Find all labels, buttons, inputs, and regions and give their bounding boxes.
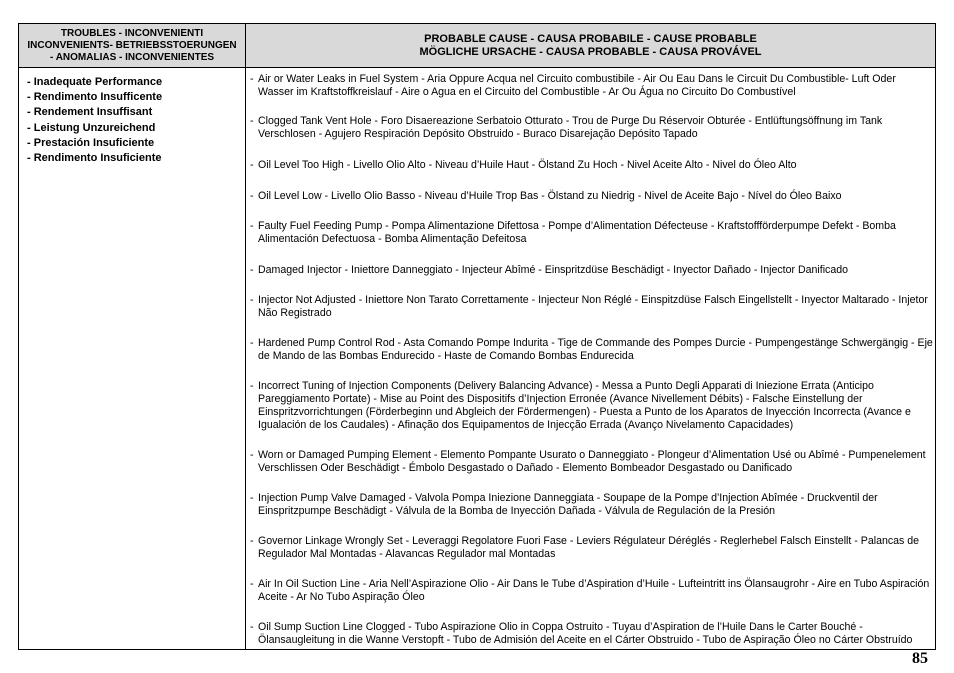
cause-item: - Oil Level Too High - Livello Olio Alto - Niveau d’Huile Haut - Ölstand Zu Hoch - Nivel Aceite Alto - Nivel do Óleo Alto [250, 159, 797, 171]
troubles-list [27, 75, 162, 166]
cause-text: Air In Oil Suction Line - Aria Nell’Aspirazione Olio - Air Dans le Tube d’Aspiration d’Huile - Lufteintritt ins Ölansaugrohr - Aire en Tubo Aspiración Aceite - Ar No Tubo Aspiração Óleo [258, 578, 930, 603]
cause-item: - Injector Not Adjusted - Iniettore Non Tarato Correttamente - Injecteur Non Réglé - Einspitzdüse Falsch Eingellstellt - Inyector Maltarado - Injetor Não Registrado [250, 294, 928, 319]
cause-text: Governor Linkage Wrongly Set - Leveraggi Regolatore Fuori Fase - Leviers Régulateur Déréglés - Reglerhebel Falsch Einstellt - Palancas de Regulador Mal Montadas - Alavancas Regulador mal Montadas [258, 535, 920, 560]
cause-item: - Air or Water Leaks in Fuel System - Aria Oppure Acqua nel Circuito combustibile - Air Ou Eau Dans le Circuit Du Combustible- Luft Oder Wasser im Kraftstoffkreislauf - Aire o Agua en el Circuito del Combustible - Ar Ou Água no Circuito Do Combustível [250, 73, 896, 98]
trouble-item: - Rendement Insuffisant [27, 105, 162, 120]
cause-item: - Governor Linkage Wrongly Set - Leveraggi Regolatore Fuori Fase - Leviers Régulateur Déréglés - Reglerhebel Falsch Einstellt - Palancas de Regulador Mal Montadas - Alavancas Regulador mal Montadas [250, 535, 920, 560]
trouble-item: - Inadequate Performance [27, 75, 162, 90]
cause-item: - Oil Sump Suction Line Clogged - Tubo Aspirazione Olio in Coppa Ostruito - Tuyau d’Aspiration de l’Huile Dans le Carter Bouché - Ölansaugleitung in die Wanne Verstopft - Tubo de Admisión del Aceite en el Cárter Obstruido - Tubo de Aspiração Óleo no Cárter Obstruído [250, 621, 913, 646]
cause-item: - Clogged Tank Vent Hole - Foro Disaereazione Serbatoio Otturato - Trou de Purge Du Réservoir Obturée - Entlüftungsöffnung im Tank Verschlosen - Agujero Respiración Depósito Obstruido - Buraco Disarejação Depósito Tapado [250, 115, 883, 140]
cause-text: Oil Level Low - Livello Olio Basso - Niveau d’Huile Trop Bas - Ölstand zu Niedrig - Nivel de Aceite Bajo - Nível do Óleo Baixo [258, 190, 842, 202]
troubles-header [19, 24, 245, 67]
cause-text: Hardened Pump Control Rod - Asta Comando Pompe Indurita - Tige de Commande des Pompes Durcie - Pumpengestänge Schwergängig - Eje de Mando de las Bombas Endurecido - Haste de Comando Bombas Endurecida [258, 337, 933, 362]
trouble-item: - Rendimento Insufficente [27, 90, 162, 105]
cause-text: Faulty Fuel Feeding Pump - Pompa Alimentazione Difettosa - Pompe d’Alimentation Défecteuse - Kraftstoffförderpumpe Defekt - Bomba Alimentación Defectuosa - Bomba Alimentação Defeitosa [258, 220, 896, 245]
cause-text: Clogged Tank Vent Hole - Foro Disaereazione Serbatoio Otturato - Trou de Purge Du Réservoir Obturée - Entlüftungsöffnung im Tank Verschlosen - Agujero Respiración Depósito Obstruido - Buraco Disarejação Depósito Tapado [258, 115, 883, 140]
cause-text: Oil Sump Suction Line Clogged - Tubo Aspirazione Olio in Coppa Ostruito - Tuyau d’Aspiration de l’Huile Dans le Carter Bouché - Ölansaugleitung in die Wanne Verstopft - Tubo de Admisión del Aceite en el Cárter Obstruido - Tubo de Aspiração Óleo no Cárter Obstruído [258, 621, 913, 646]
cause-item: - Air In Oil Suction Line - Aria Nell’Aspirazione Olio - Air Dans le Tube d’Aspiration d’Huile - Lufteintritt ins Ölansaugrohr - Aire en Tubo Aspiración Aceite - Ar No Tubo Aspiração Óleo [250, 578, 930, 603]
page-number: 85 [912, 650, 928, 667]
cause-text: Injector Not Adjusted - Iniettore Non Tarato Correttamente - Injecteur Non Réglé - Einspitzdüse Falsch Eingellstellt - Inyector Maltarado - Injetor Não Registrado [258, 294, 928, 319]
trouble-item: - Prestación Insuficiente [27, 136, 162, 151]
cause-item: - Injection Pump Valve Damaged - Valvola Pompa Iniezione Danneggiata - Soupape de la Pompe d’Injection Abîmée - Druckventil der Einspritzpumpe Beschädigt - Válvula de la Bomba de Inyección Dañada - Válvula de Regulación de la Presión [250, 492, 878, 517]
cause-text: Air or Water Leaks in Fuel System - Aria Oppure Acqua nel Circuito combustibile - Air Ou Eau Dans le Circuit Du Combustible- Luft Oder Wasser im Kraftstoffkreislauf - Aire o Agua en el Circuito del Combustible - Ar Ou Água no Circuito Do Combustível [258, 73, 896, 98]
trouble-item: - Leistung Unzureichend [27, 121, 162, 136]
cause-item: - Incorrect Tuning of Injection Components (Delivery Balancing Advance) - Messa a Punto Degli Apparati di Iniezione Errata (Anticipo Pareggiamento Portate) - Mise au Point des Dispositifs d’Injection Erronée (Avance Nivellement Débits) - Falsche Einstellung der Einspritzvorrichtungen (Förderbeginn und Abgleich der Fördermengen) - Puesta a Punto de los Aparatos de Inyección Incorrecta (Avance e Igualación de los Caudales) - Afinação dos Equipamentos de Injecção Errada (Avanço Nivelamento Capacidades) [250, 380, 911, 431]
table-header [19, 24, 935, 68]
cause-item: - Damaged Injector - Iniettore Danneggiato - Injecteur Abîmé - Einspritzdüse Beschädigt - Inyector Dañado - Injector Danificado [250, 264, 849, 276]
cause-text: Oil Level Too High - Livello Olio Alto - Niveau d’Huile Haut - Ölstand Zu Hoch - Nivel Aceite Alto - Nivel do Óleo Alto [258, 159, 797, 171]
troubleshooting-table [18, 23, 936, 650]
cause-text: Worn or Damaged Pumping Element - Elemento Pompante Usurato o Danneggiato - Plongeur d’Alimentation Usé ou Abîmé - Pumpenelement Verschlissen Oder Beschädigt - Émbolo Desgastado o Dañado - Elemento Bombeador Desgastado ou Danificado [258, 449, 926, 474]
cause-item: - Worn or Damaged Pumping Element - Elemento Pompante Usurato o Danneggiato - Plongeur d’Alimentation Usé ou Abîmé - Pumpenelement Verschlissen Oder Beschädigt - Émbolo Desgastado o Dañado - Elemento Bombeador Desgastado ou Danificado [250, 449, 926, 474]
cause-item: - Faulty Fuel Feeding Pump - Pompa Alimentazione Difettosa - Pompe d’Alimentation Défecteuse - Kraftstoffförderpumpe Defekt - Bomba Alimentación Defectuosa - Bomba Alimentação Defeitosa [250, 220, 896, 245]
causes-header [246, 24, 935, 67]
cause-text: Damaged Injector - Iniettore Danneggiato - Injecteur Abîmé - Einspritzdüse Beschädigt - Inyector Dañado - Injector Danificado [258, 264, 849, 276]
cause-item: - Oil Level Low - Livello Olio Basso - Niveau d’Huile Trop Bas - Ölstand zu Niedrig - Nivel de Aceite Bajo - Nível do Óleo Baixo [250, 190, 842, 202]
troubles-header-line: TROUBLES - INCONVENIENTI [60, 27, 204, 39]
troubles-header-line: INCONVENIENTS- BETRIEBSSTOERUNGEN [27, 39, 237, 51]
cause-item: - Hardened Pump Control Rod - Asta Comando Pompe Indurita - Tige de Commande des Pompes Durcie - Pumpengestänge Schwergängig - Eje de Mando de las Bombas Endurecido - Haste de Comando Bombas Endurecida [250, 337, 933, 362]
cause-text: Incorrect Tuning of Injection Components (Delivery Balancing Advance) - Messa a Punto Degli Apparati di Iniezione Errata (Anticipo Pareggiamento Portate) - Mise au Point des Dispositifs d’Injection Erronée (Avance Nivellement Débits) - Falsche Einstellung der Einspritzvorrichtungen (Förderbeginn und Abgleich der Fördermengen) - Puesta a Punto de los Aparatos de Inyección Incorrecta (Avance e Igualación de los Caudales) - Afinação dos Equipamentos de Injecção Errada (Avanço Nivelamento Capacidades) [258, 380, 911, 431]
column-divider [245, 24, 246, 649]
cause-text: Injection Pump Valve Damaged - Valvola Pompa Iniezione Danneggiata - Soupape de la Pompe d’Injection Abîmée - Druckventil der Einspritzpumpe Beschädigt - Válvula de la Bomba de Inyección Dañada - Válvula de Regulación de la Presión [258, 492, 878, 517]
causes-header-line: MÖGLICHE URSACHE - CAUSA PROBABLE - CAUSA PROVÁVEL [419, 45, 762, 58]
causes-header-line: PROBABLE CAUSE - CAUSA PROBABILE - CAUSE PROBABLE [424, 32, 757, 45]
trouble-item: - Rendimento Insuficiente [27, 151, 162, 166]
troubles-header-line: - ANOMALIAS - INCONVENIENTES [49, 51, 215, 63]
